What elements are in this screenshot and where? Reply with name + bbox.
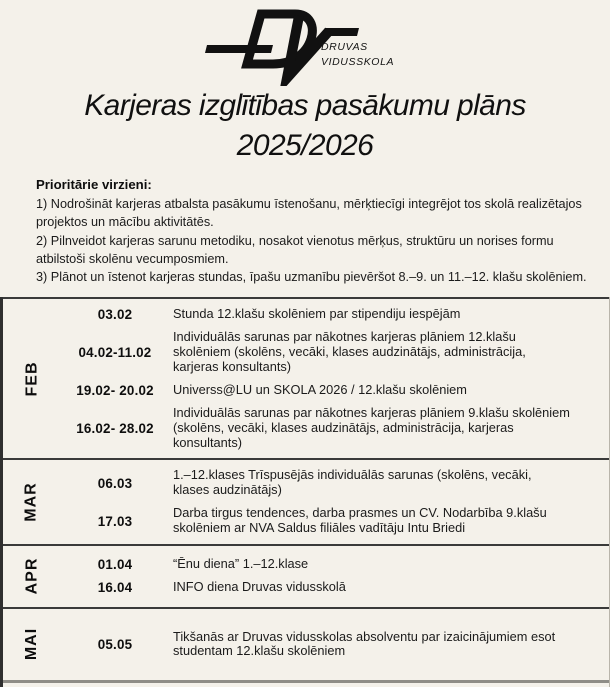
event-row [61, 557, 609, 572]
month-label-text: MAI [22, 628, 40, 661]
month-section-mar [3, 458, 609, 543]
event-description: Stunda 12.klašu skolēniem par stipendiju iespējām [173, 306, 461, 322]
page-title-line1: Karjeras izglītības pasākumu plāns [84, 89, 526, 122]
event-row [61, 580, 609, 595]
event-row [61, 307, 609, 322]
priority-item-2: 2) Pilnveidot karjeras sarunu metodiku, nosakot vienotus mērķus, struktūru un norises formu atbilstoši skolēnu vecumposmiem. [36, 233, 554, 266]
month-label-feb [3, 299, 61, 458]
event-description: 1.–12.klases Trīspusējās individuālās sarunas (skolēns, vecāki, klases audzinātājs) [173, 467, 532, 498]
event-row [61, 383, 609, 398]
event-description: Individuālās sarunas par nākotnes karjeras plāniem 9.klašu skolēniem (skolēns, vecāki, klases audzinātājs, administrācija, karjeras konsultants) [173, 404, 570, 450]
event-date: 19.02- 20.02 [76, 382, 154, 398]
event-row [61, 506, 609, 536]
month-events-feb [61, 299, 609, 458]
event-description: Individuālās sarunas par nākotnes karjeras plāniem 12.klašu skolēniem (skolēns, vecāki, klases audzinātājs, administrācija, karjeras konsultants) [173, 329, 526, 375]
event-date: 05.05 [97, 636, 133, 652]
school-logo [0, 0, 610, 86]
month-label-text: APR [23, 557, 40, 595]
month-label-mar [3, 460, 61, 543]
event-date: 03.02 [97, 307, 133, 323]
month-section-mai [3, 607, 609, 680]
event-date: 17.03 [97, 513, 133, 529]
month-label-mai [3, 609, 61, 680]
schedule-table [0, 297, 610, 686]
event-row [61, 468, 609, 498]
event-date: 16.02- 28.02 [76, 420, 154, 436]
month-events-apr [61, 546, 609, 607]
month-section-apr [3, 544, 609, 607]
bottom-edge-line [3, 680, 609, 687]
logo-right-bar [323, 28, 359, 36]
event-description: Tikšanās ar Druvas vidusskolas absolventu par izaicinājumiem esot studentam 12.klašu skolēniem [173, 628, 556, 659]
month-events-mai [61, 609, 609, 680]
event-row [61, 630, 609, 660]
priorities-heading: Prioritārie virzieni: [36, 177, 152, 192]
event-description: Universs@LU un SKOLA 2026 / 12.klašu skolēniem [173, 382, 467, 398]
logo-school-name-line1: DRUVAS [321, 41, 368, 53]
month-label-text: FEB [23, 361, 40, 397]
event-description: Darba tirgus tendences, darba prasmes un CV. Nodarbība 9.klašu skolēniem ar NVA Saldus filiāles vadītāju Intu Briedi [173, 505, 547, 535]
month-section-feb [3, 297, 609, 458]
event-description: INFO diena Druvas vidusskolā [173, 579, 346, 595]
event-date: 06.03 [97, 475, 133, 491]
event-date: 16.04 [97, 580, 133, 596]
event-date: 01.04 [97, 557, 133, 573]
event-row [61, 406, 609, 451]
month-label-text: MAR [23, 482, 40, 522]
event-description: “Ēnu diena” 1.–12.klase [173, 556, 309, 572]
month-label-apr [3, 546, 61, 607]
logo-school-name-line2: VIDUSSKOLA [321, 56, 395, 68]
event-row [61, 330, 609, 375]
month-events-mar [61, 460, 609, 543]
page-title [0, 86, 610, 166]
dv-monogram-icon [205, 4, 405, 86]
page-title-year: 2025/2026 [236, 129, 374, 162]
event-date: 04.02-11.02 [78, 345, 152, 361]
priorities-section [36, 175, 602, 286]
logo-left-bar [205, 45, 273, 53]
priority-item-3: 3) Plānot un īstenot karjeras stundas, īpašu uzmanību pievēršot 8.–9. un 11.–12. klašu skolēniem. [36, 270, 587, 285]
priority-item-1: 1) Nodrošināt karjeras atbalsta pasākumu īstenošanu, mērķtiecīgi integrējot tos skolā realizētajos projektos un mācību aktivitātēs. [36, 197, 582, 230]
